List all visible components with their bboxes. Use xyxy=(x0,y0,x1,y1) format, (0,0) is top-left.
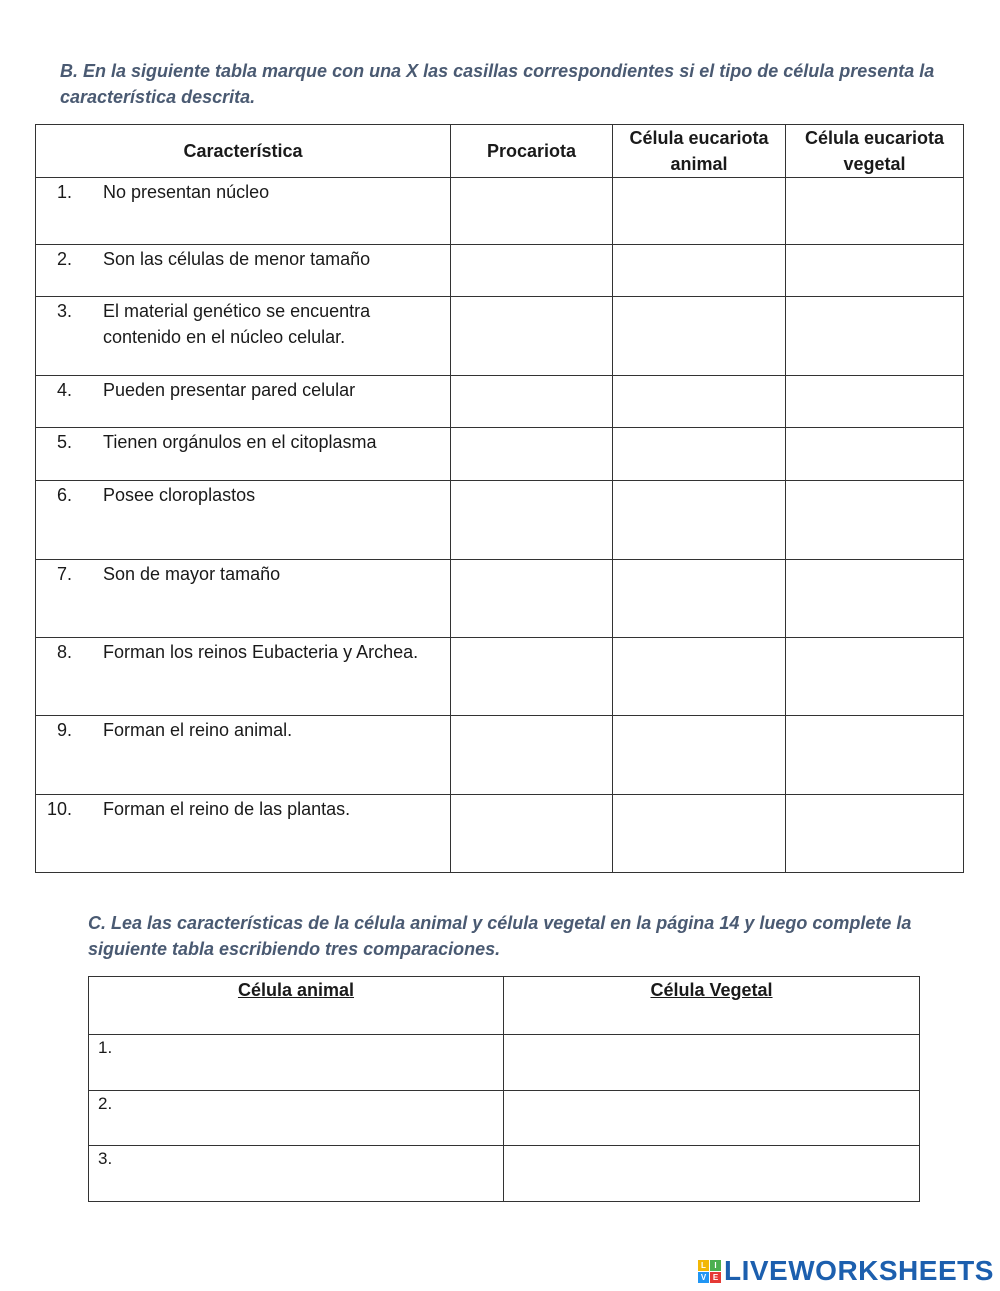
mark-cell-procariota[interactable] xyxy=(451,795,613,873)
animal-comparison-cell[interactable] xyxy=(89,1146,504,1202)
instruction-c: C. Lea las características de la célula animal y célula vegetal en la página 14 y luego complete la siguiente tabla escribiendo tres comparaciones. xyxy=(88,913,912,959)
mark-cell-procariota[interactable] xyxy=(451,178,613,245)
characteristic-text: Forman el reino animal. xyxy=(103,720,293,740)
logo-text: LIVEWORKSHEETS xyxy=(724,1255,994,1286)
table-row xyxy=(36,297,964,376)
table-header-row xyxy=(89,977,920,1035)
header-celula-vegetal: Célula Vegetal xyxy=(504,977,920,1035)
table-row xyxy=(36,716,964,795)
characteristic-text: Posee cloroplastos xyxy=(103,485,256,505)
comparison-number: 2. xyxy=(98,1094,113,1113)
table-row xyxy=(89,1035,920,1091)
mark-cell-eucariota-vegetal[interactable] xyxy=(786,638,964,716)
comparison-table xyxy=(88,976,920,1202)
row-number: 3. xyxy=(56,301,72,321)
mark-cell-eucariota-animal[interactable] xyxy=(613,178,786,245)
liveworksheets-logo xyxy=(698,1256,994,1286)
header-eucariota-animal: Célula eucariota animal xyxy=(613,125,786,178)
table-row xyxy=(89,1146,920,1202)
mark-cell-procariota[interactable] xyxy=(451,560,613,638)
table-row xyxy=(89,1091,920,1146)
table-row xyxy=(36,638,964,716)
table-row xyxy=(36,178,964,245)
vegetal-comparison-cell[interactable] xyxy=(504,1091,920,1146)
row-number: 2. xyxy=(56,249,72,269)
header-procariota: Procariota xyxy=(451,125,613,178)
mark-cell-eucariota-animal[interactable] xyxy=(613,638,786,716)
table-row xyxy=(36,376,964,428)
logo-block: V xyxy=(698,1272,709,1283)
characteristic-cell xyxy=(36,638,451,716)
animal-comparison-cell[interactable] xyxy=(89,1035,504,1091)
characteristic-text: Forman los reinos Eubacteria y Archea. xyxy=(103,642,419,662)
characteristic-cell xyxy=(36,795,451,873)
mark-cell-procariota[interactable] xyxy=(451,716,613,795)
header-celula-animal: Célula animal xyxy=(89,977,504,1035)
mark-cell-procariota[interactable] xyxy=(451,245,613,297)
vegetal-comparison-cell[interactable] xyxy=(504,1146,920,1202)
mark-cell-eucariota-animal[interactable] xyxy=(613,245,786,297)
mark-cell-eucariota-vegetal[interactable] xyxy=(786,245,964,297)
logo-block: E xyxy=(710,1272,721,1283)
characteristics-table xyxy=(35,124,964,873)
characteristic-text: No presentan núcleo xyxy=(103,182,270,202)
mark-cell-eucariota-vegetal[interactable] xyxy=(786,178,964,245)
characteristic-cell xyxy=(36,428,451,481)
row-number: 10. xyxy=(46,799,72,819)
row-number: 9. xyxy=(56,720,72,740)
characteristic-cell xyxy=(36,560,451,638)
mark-cell-eucariota-animal[interactable] xyxy=(613,376,786,428)
characteristic-cell xyxy=(36,376,451,428)
mark-cell-eucariota-vegetal[interactable] xyxy=(786,297,964,376)
comparison-number: 1. xyxy=(98,1038,113,1057)
mark-cell-procariota[interactable] xyxy=(451,297,613,376)
animal-comparison-cell[interactable] xyxy=(89,1091,504,1146)
table-header-row xyxy=(36,125,964,178)
characteristic-cell xyxy=(36,178,451,245)
mark-cell-eucariota-animal[interactable] xyxy=(613,297,786,376)
mark-cell-eucariota-animal[interactable] xyxy=(613,560,786,638)
comparison-number: 3. xyxy=(98,1149,113,1168)
table-row xyxy=(36,481,964,560)
mark-cell-eucariota-animal[interactable] xyxy=(613,716,786,795)
mark-cell-eucariota-vegetal[interactable] xyxy=(786,481,964,560)
characteristic-text: Pueden presentar pared celular xyxy=(103,380,356,400)
row-number: 4. xyxy=(56,380,72,400)
characteristic-text: Tienen orgánulos en el citoplasma xyxy=(103,432,377,452)
table-row xyxy=(36,795,964,873)
header-eucariota-vegetal: Célula eucariota vegetal xyxy=(786,125,964,178)
mark-cell-eucariota-vegetal[interactable] xyxy=(786,428,964,481)
mark-cell-eucariota-animal[interactable] xyxy=(613,428,786,481)
characteristic-text: El material genético se encuentra contenido en el núcleo celular. xyxy=(103,301,371,347)
mark-cell-procariota[interactable] xyxy=(451,376,613,428)
header-caracteristica: Característica xyxy=(36,125,451,178)
mark-cell-eucariota-animal[interactable] xyxy=(613,481,786,560)
vegetal-comparison-cell[interactable] xyxy=(504,1035,920,1091)
mark-cell-procariota[interactable] xyxy=(451,481,613,560)
characteristic-text: Forman el reino de las plantas. xyxy=(103,799,351,819)
row-number: 8. xyxy=(56,642,72,662)
row-number: 1. xyxy=(56,182,72,202)
table-row xyxy=(36,560,964,638)
characteristic-cell xyxy=(36,245,451,297)
mark-cell-eucariota-animal[interactable] xyxy=(613,795,786,873)
row-number: 5. xyxy=(56,432,72,452)
mark-cell-eucariota-vegetal[interactable] xyxy=(786,376,964,428)
table-row xyxy=(36,428,964,481)
logo-block: I xyxy=(710,1260,721,1271)
characteristic-cell xyxy=(36,716,451,795)
mark-cell-procariota[interactable] xyxy=(451,638,613,716)
mark-cell-eucariota-vegetal[interactable] xyxy=(786,795,964,873)
logo-block: L xyxy=(698,1260,709,1271)
logo-blocks-icon xyxy=(698,1260,721,1283)
table-row xyxy=(36,245,964,297)
instruction-b: B. En la siguiente tabla marque con una X las casillas correspondientes si el tipo de célula presenta la característica descrita. xyxy=(60,61,935,107)
characteristic-cell xyxy=(36,297,451,376)
mark-cell-procariota[interactable] xyxy=(451,428,613,481)
characteristic-text: Son de mayor tamaño xyxy=(103,564,281,584)
row-number: 6. xyxy=(56,485,72,505)
mark-cell-eucariota-vegetal[interactable] xyxy=(786,716,964,795)
characteristic-cell xyxy=(36,481,451,560)
characteristic-text: Son las células de menor tamaño xyxy=(103,249,371,269)
mark-cell-eucariota-vegetal[interactable] xyxy=(786,560,964,638)
row-number: 7. xyxy=(56,564,72,584)
